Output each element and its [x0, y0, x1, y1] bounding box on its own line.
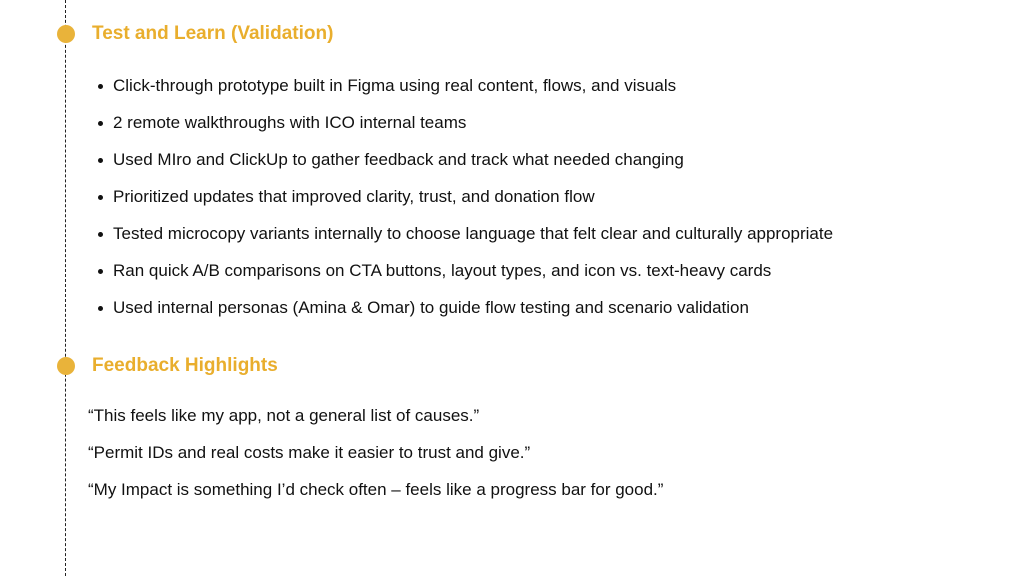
section-title-feedback-highlights: Feedback Highlights [92, 355, 278, 376]
list-item: Ran quick A/B comparisons on CTA buttons, layout types, and icon vs. text-heavy cards [113, 260, 833, 297]
list-item: Click-through prototype built in Figma using real content, flows, and visuals [113, 75, 833, 112]
list-item: Prioritized updates that improved clarity, trust, and donation flow [113, 186, 833, 223]
feedback-quote: “My Impact is something I’d check often – feels like a progress bar for good.” [88, 480, 664, 499]
list-item: Used MIro and ClickUp to gather feedback and track what needed changing [113, 149, 833, 186]
validation-bullet-list [113, 75, 833, 334]
list-item: Used internal personas (Amina & Omar) to guide flow testing and scenario validation [113, 297, 833, 334]
feedback-quote: “This feels like my app, not a general list of causes.” [88, 406, 480, 425]
timeline-marker-test-and-learn [57, 25, 75, 43]
list-item: 2 remote walkthroughs with ICO internal teams [113, 112, 833, 149]
list-item: Tested microcopy variants internally to choose language that felt clear and culturally appropriate [113, 223, 833, 260]
feedback-quote-list [88, 405, 663, 516]
timeline-marker-feedback-highlights [57, 357, 75, 375]
section-title-test-and-learn: Test and Learn (Validation) [92, 23, 334, 44]
feedback-quote: “Permit IDs and real costs make it easier to trust and give.” [88, 443, 531, 462]
timeline-dashed-line [65, 0, 66, 576]
